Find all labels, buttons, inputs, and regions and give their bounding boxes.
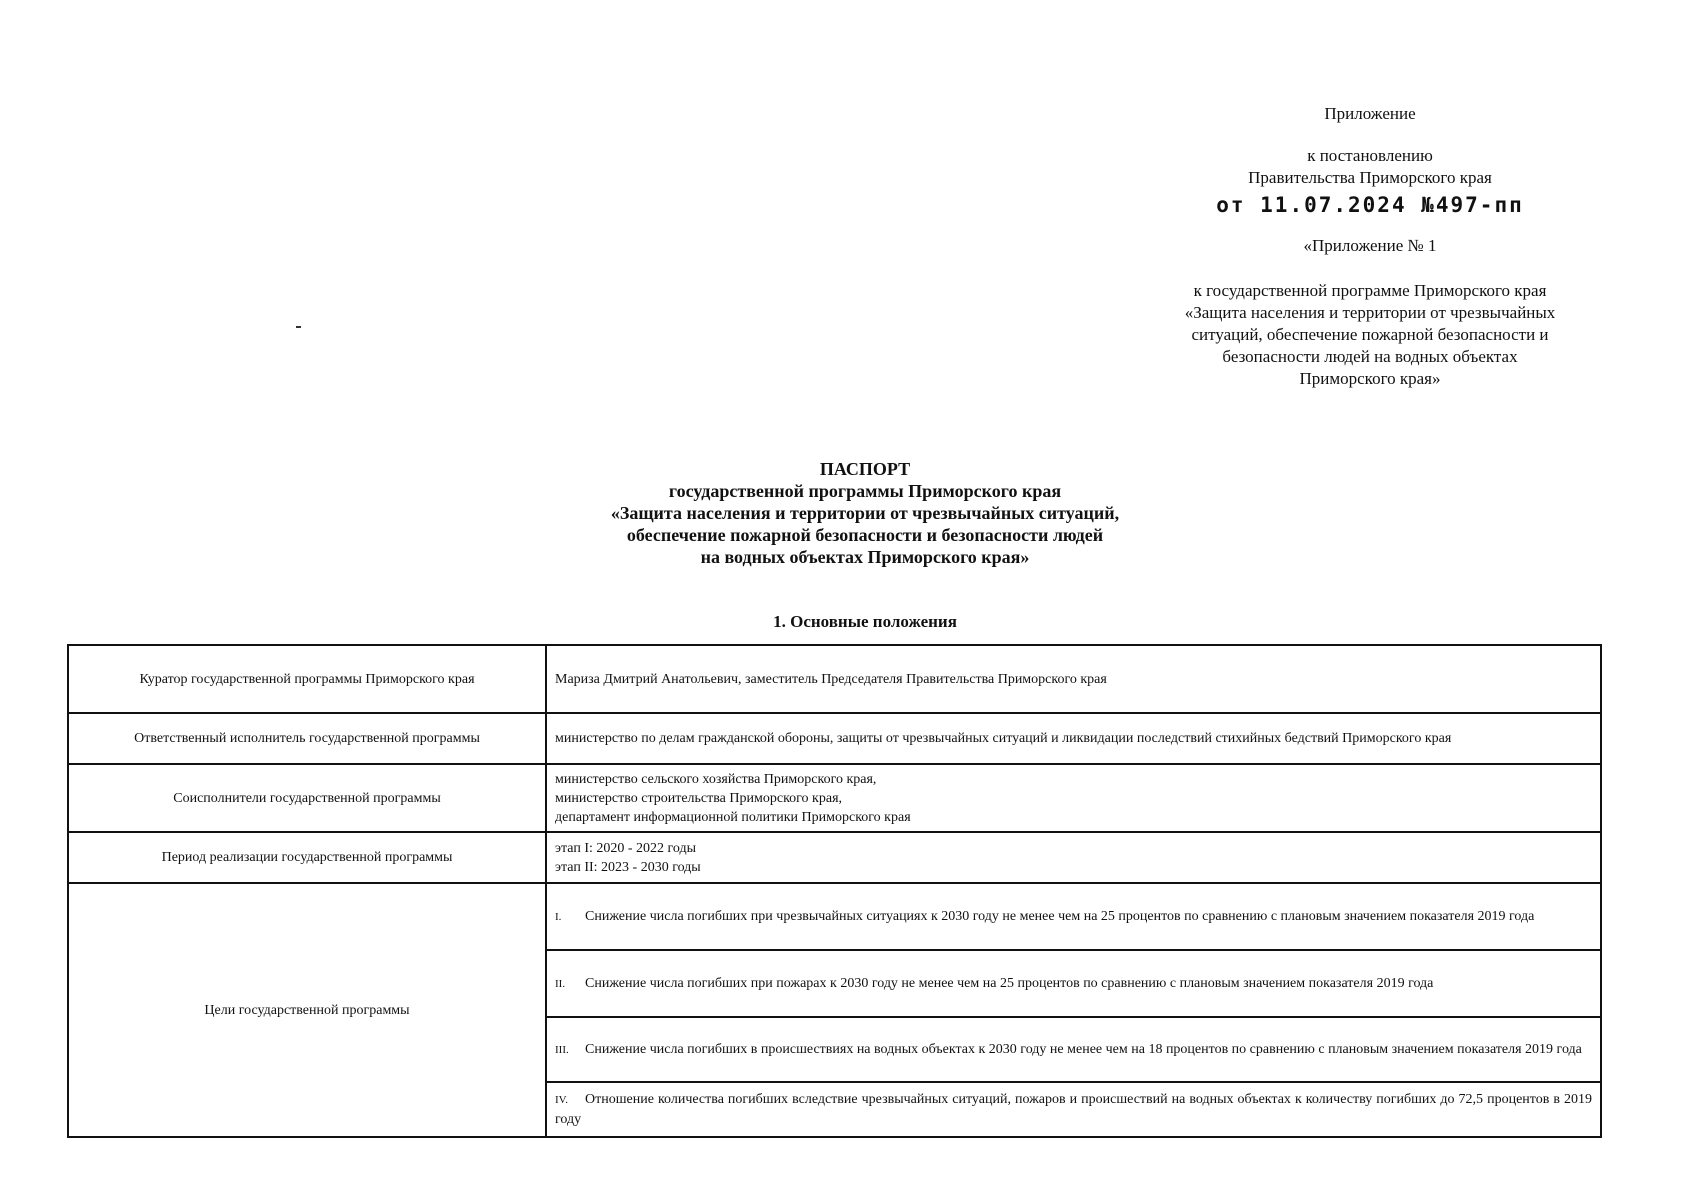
- value-line: Мариза Дмитрий Анатольевич, заместитель Председателя Правительства Приморского края: [555, 671, 1107, 687]
- passport-title-line-5: на водных объектах Приморского края»: [700, 547, 1030, 567]
- table-row: [68, 764, 1601, 832]
- row-label: Ответственный исполнитель государственной программы: [68, 713, 546, 764]
- passport-title-line-1: ПАСПОРТ: [819, 459, 911, 479]
- goal-text: Снижение числа погибших при чрезвычайных ситуациях к 2030 году не менее чем на 25 процентов по сравнению с плановым значением показателя 2019 года: [585, 908, 1535, 924]
- goal-text: Отношение количества погибших вследствие чрезвычайных ситуаций, пожаров и происшествий на водных объектах к количеству погибших до 72,5 процентов в 2019 году: [555, 1092, 1592, 1127]
- goal-text: Снижение числа погибших при пожарах к 2030 году не менее чем на 25 процентов по сравнению с плановым значением показателя 2019 года: [585, 975, 1434, 991]
- value-line: этап I: 2020 - 2022 годы: [555, 840, 697, 856]
- goal-item: [546, 1017, 1601, 1082]
- row-value: [546, 713, 1601, 764]
- decree-reference: [1180, 145, 1560, 189]
- value-line: министерство по делам гражданской обороны, защиты от чрезвычайных ситуаций и ликвидации последствий стихийных бедствий Приморского края: [555, 731, 1452, 746]
- table-row: [68, 713, 1601, 764]
- goal-text: Снижение числа погибших в происшествиях на водных объектах к 2030 году не менее чем на 18 процентов по сравнению с плановым значением показателя 2019 года: [585, 1041, 1582, 1057]
- appendix-number: «Приложение № 1: [1303, 236, 1437, 255]
- program-ref-line-2: «Защита населения и территории от чрезвычайных: [1184, 303, 1556, 322]
- goal-number: II.: [555, 977, 566, 990]
- value-line: министерство сельского хозяйства Приморского края,: [555, 771, 877, 787]
- table-row: [68, 645, 1601, 713]
- table-row: [68, 832, 1601, 883]
- passport-table: [67, 644, 1602, 1138]
- program-reference: [1140, 280, 1600, 390]
- appendix-title: Приложение: [1324, 104, 1416, 123]
- row-value: [546, 832, 1601, 883]
- decree-line-2: Правительства Приморского края: [1248, 168, 1492, 187]
- goal-number: III.: [555, 1043, 569, 1056]
- decree-line-1: к постановлению: [1307, 146, 1433, 165]
- program-ref-line-5: Приморского края»: [1299, 369, 1441, 388]
- goal-item: [546, 950, 1601, 1017]
- goal-item: [546, 1082, 1601, 1137]
- scan-speck: [296, 326, 301, 328]
- program-ref-line-3: ситуаций, обеспечение пожарной безопасности и: [1191, 325, 1549, 344]
- section-title: 1. Основные положения: [773, 612, 957, 631]
- goal-number: I.: [555, 910, 562, 923]
- value-line: департамент информационной политики Приморского края: [555, 809, 911, 825]
- value-line: министерство строительства Приморского края,: [555, 790, 843, 806]
- passport-title-line-4: обеспечение пожарной безопасности и безопасности людей: [626, 525, 1104, 545]
- row-value: [546, 764, 1601, 832]
- row-label: Период реализации государственной программы: [68, 832, 546, 883]
- passport-title-line-3: «Защита населения и территории от чрезвычайных ситуаций,: [610, 503, 1120, 523]
- program-ref-line-4: безопасности людей на водных объектах: [1222, 347, 1518, 366]
- row-label: Соисполнители государственной программы: [68, 764, 546, 832]
- value-line: этап II: 2023 - 2030 годы: [555, 859, 701, 875]
- passport-title: [0, 458, 1690, 568]
- table-row: [68, 883, 1601, 950]
- goal-item: [546, 883, 1601, 950]
- program-ref-line-1: к государственной программе Приморского края: [1193, 281, 1547, 300]
- goal-number: IV.: [555, 1094, 568, 1106]
- decree-number: от 11.07.2024 №497-пп: [1216, 193, 1524, 217]
- row-label: Куратор государственной программы Приморского края: [68, 645, 546, 713]
- passport-title-line-2: государственной программы Приморского края: [668, 481, 1062, 501]
- goals-label: Цели государственной программы: [68, 883, 546, 1137]
- row-value: [546, 645, 1601, 713]
